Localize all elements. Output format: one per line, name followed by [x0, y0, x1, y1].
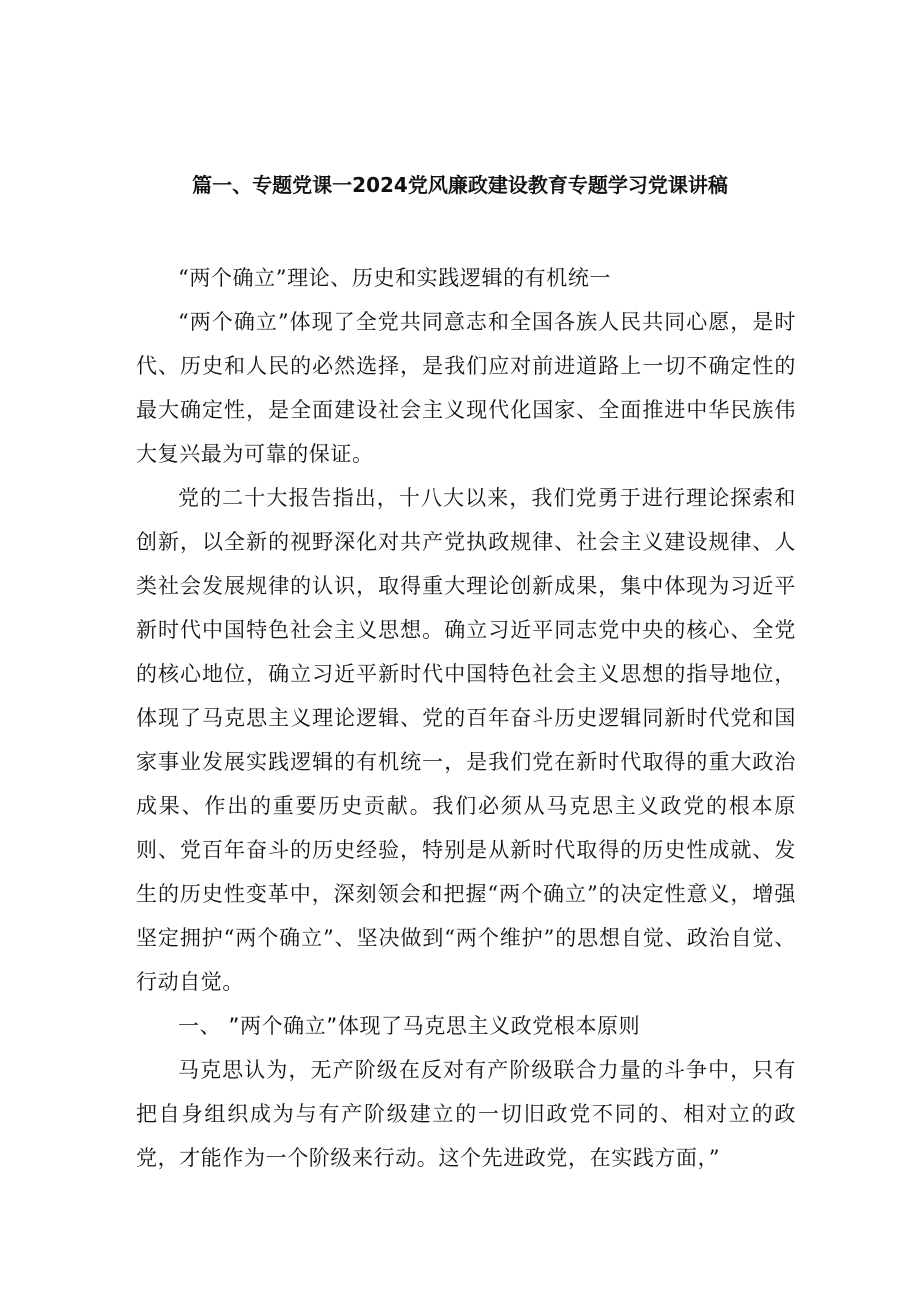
paragraph: “两个确立”体现了全党共同意志和全国各族人民共同心愿，是时代、历史和人民的必然选择，是我们应对前进道路上一切不确定性的最大确定性，是全面建设社会主义现代化国家、全面推进中华民族伟大复兴最为可靠的保证。 [136, 310, 796, 466]
section-heading-text: ”两个确立”体现了马克思主义政党根本原则 [228, 1014, 641, 1038]
paragraph: 党的二十大报告指出，十八大以来，我们党勇于进行理论探索和创新，以全新的视野深化对共产党执政规律、社会主义建设规律、人类社会发展规律的认识，取得重大理论创新成果，集中体现为习近平新时代中国特色社会主义思想。确立习近平同志党中央的核心、全党的核心地位，确立习近平新时代中国特色社会主义思想的指导地位，体现了马克思主义理论逻辑、党的百年奋斗历史逻辑同新时代党和国家事业发展实践逻辑的有机统一，是我们党在新时代取得的重大政治成果、作出的重要历史贡献。我们必须从马克思主义政党的根本原则、党百年奋斗的历史经验，特别是从新时代取得的历史性成就、发生的历史性变革中，深刻领会和把握“两个确立”的决定性意义，增强坚定拥护“两个确立”、坚决做到“两个维护”的思想自觉、政治自觉、行动自觉。 [136, 486, 796, 994]
section-number: 一、 [178, 1014, 222, 1038]
subtitle-line: “两个确立”理论、历史和实践逻辑的有机统一 [178, 266, 612, 290]
section-heading [136, 1004, 796, 1048]
document-body [136, 256, 796, 1180]
document-title: 篇一、专题党课一2024党风廉政建设教育专题学习党课讲稿 [192, 173, 728, 197]
paragraph: 马克思认为，无产阶级在反对有产阶级联合力量的斗争中，只有把自身组织成为与有产阶级建立的一切旧政党不同的、相对立的政党，才能作为一个阶级来行动。这个先进政党，在实践方面，” [136, 1058, 796, 1170]
